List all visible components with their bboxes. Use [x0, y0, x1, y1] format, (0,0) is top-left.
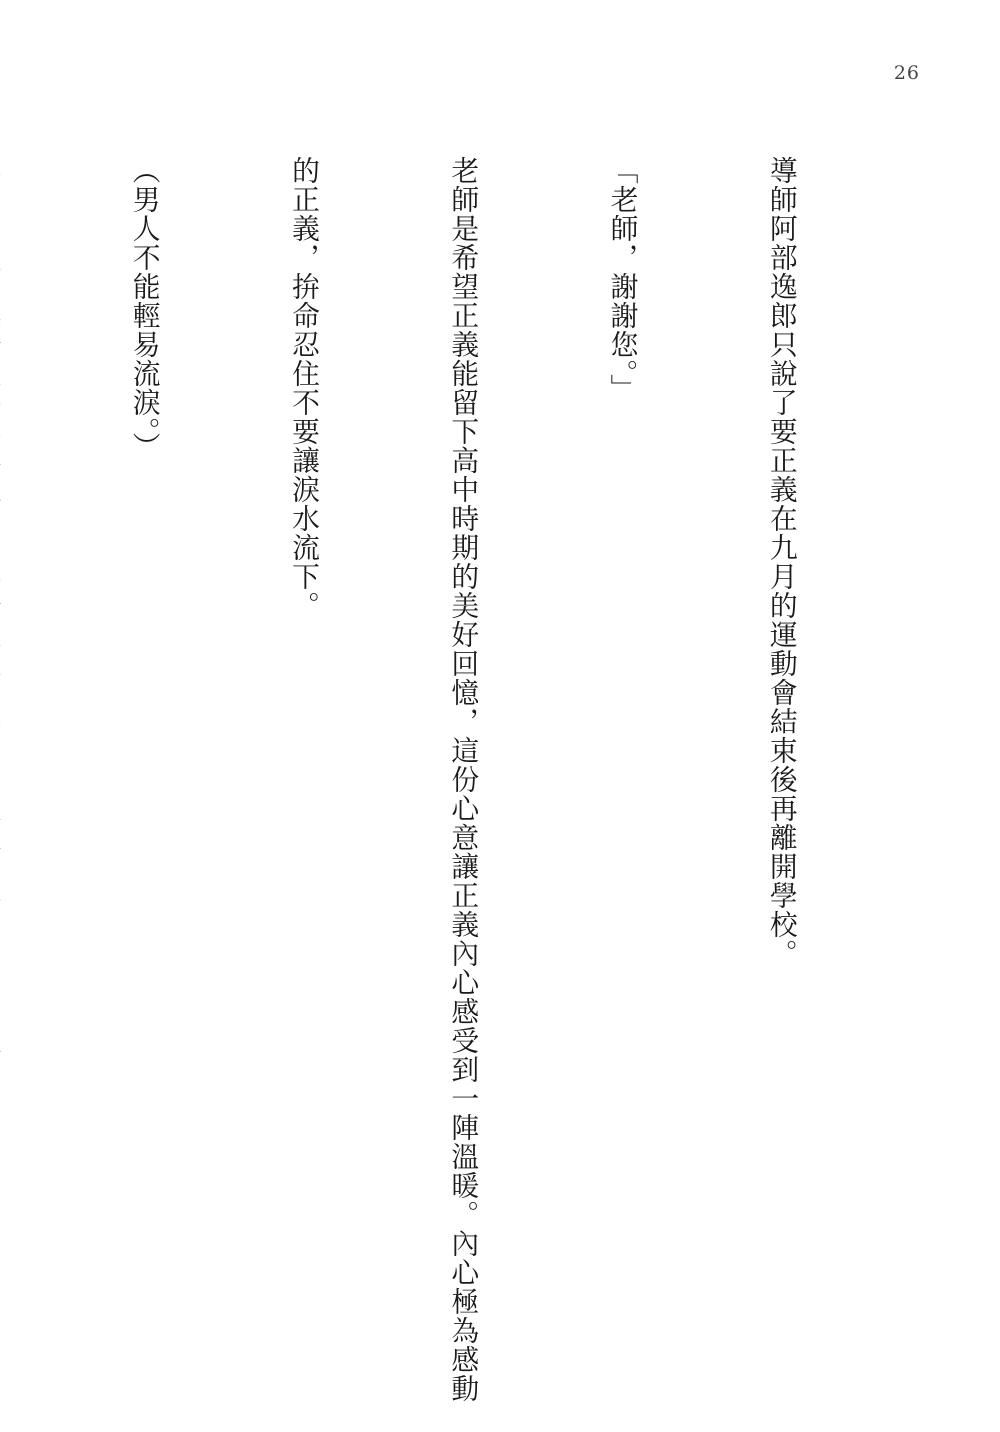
text-line: 「老師，謝謝您。」 [605, 156, 639, 404]
text-line: 導師阿部逸郎只說了要正義在九月的運動會結束後再離開學校。 [764, 156, 798, 968]
page-number: 26 [893, 62, 920, 84]
text-line [0, 156, 11, 1356]
vertical-text-body [0, 156, 914, 1403]
text-line: （男人不能輕易流淚。） [127, 156, 161, 462]
text-line: 老師是希望正義能留下高中時期的美好回憶，這份心意讓正義內心感受到一陣溫暖。內心極為感動 [446, 156, 480, 1403]
text-line: 的正義，拚命忍住不要讓淚水流下。 [286, 156, 320, 620]
